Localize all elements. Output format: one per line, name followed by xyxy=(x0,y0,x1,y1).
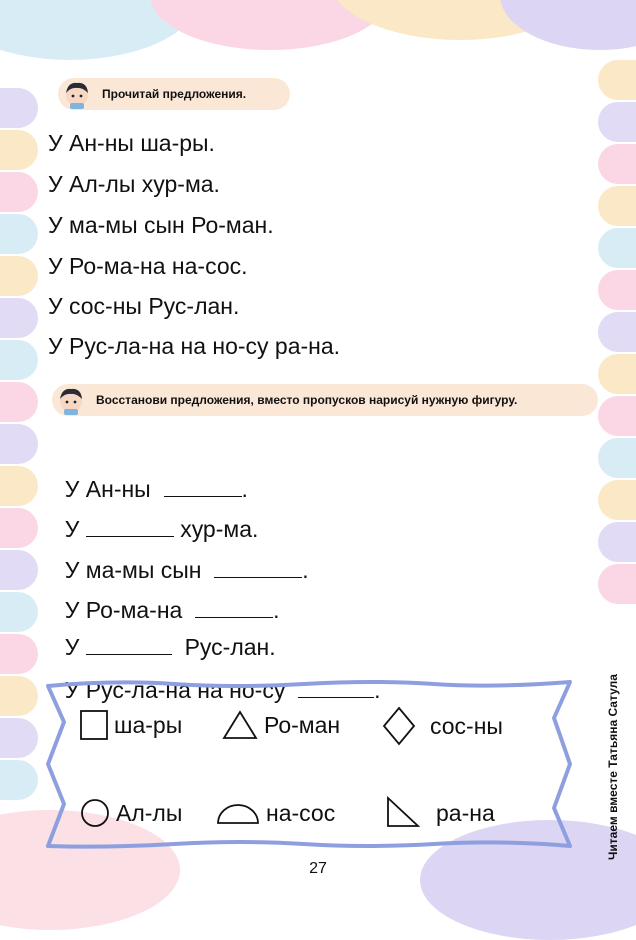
exercise-4-start: У Ро-ма-на xyxy=(64,597,183,623)
exercise-4-end: . xyxy=(273,597,280,623)
exercise-2-end: хур-ма. xyxy=(180,516,259,542)
exercise-5-start: У xyxy=(64,634,80,660)
legend-word: ра-на xyxy=(436,799,495,826)
sentence-1: У Ан-ны ша-ры. xyxy=(48,130,215,156)
legend-word: Ро-ман xyxy=(264,711,341,738)
circle-icon xyxy=(80,798,110,828)
child-reading-icon xyxy=(54,383,88,417)
exercise-1-start: У Ан-ны xyxy=(64,476,151,502)
instruction-badge-read xyxy=(58,78,290,110)
sentence-6: У Рус-ла-на на но-су ра-на. xyxy=(48,333,341,359)
square-icon xyxy=(80,710,108,740)
sentence-2: У Ал-лы хур-ма. xyxy=(48,171,220,197)
exercise-1-end: . xyxy=(241,476,248,502)
semicircle-icon xyxy=(216,801,260,827)
legend-word: ша-ры xyxy=(114,711,183,738)
right-triangle-icon xyxy=(384,796,422,830)
instruction-text-2: Восстанови предложения, вместо пропусков нарисуй нужную фигуру. xyxy=(96,393,518,407)
legend-item-square xyxy=(80,710,182,740)
diamond-icon xyxy=(382,706,416,746)
sentence-4: У Ро-ма-на на-сос. xyxy=(48,253,248,279)
exercise-6-start: У Рус-ла-на на но-су xyxy=(64,677,286,703)
sentence-3: У ма-мы сын Ро-ман. xyxy=(48,212,274,238)
triangle-icon xyxy=(222,710,258,740)
exercise-3-end: . xyxy=(302,557,309,583)
side-brand-label xyxy=(606,620,630,860)
exercise-3-start: У ма-мы сын xyxy=(64,557,202,583)
instruction-text-1: Прочитай предложения. xyxy=(102,87,247,101)
legend-item-diamond xyxy=(382,706,503,746)
instruction-badge-restore xyxy=(52,384,598,416)
exercise-5-end: Рус-лан. xyxy=(184,634,276,660)
legend-word: Ал-лы xyxy=(116,799,183,826)
exercise-2-start: У xyxy=(64,516,80,542)
legend-item-triangle xyxy=(222,710,340,740)
brand-text: Читаем вместе Татьяна Сатула xyxy=(606,674,620,860)
legend-word: на-сос xyxy=(266,800,336,826)
legend-item-semicircle xyxy=(216,800,335,827)
legend-word: сос-ны xyxy=(430,712,503,739)
page-number: 27 xyxy=(309,860,327,877)
child-reading-icon xyxy=(60,77,94,111)
exercise-6-end: . xyxy=(374,677,381,703)
legend-item-right-triangle xyxy=(384,796,495,830)
sentence-5: У сос-ны Рус-лан. xyxy=(48,293,240,319)
legend-item-circle xyxy=(80,798,182,828)
